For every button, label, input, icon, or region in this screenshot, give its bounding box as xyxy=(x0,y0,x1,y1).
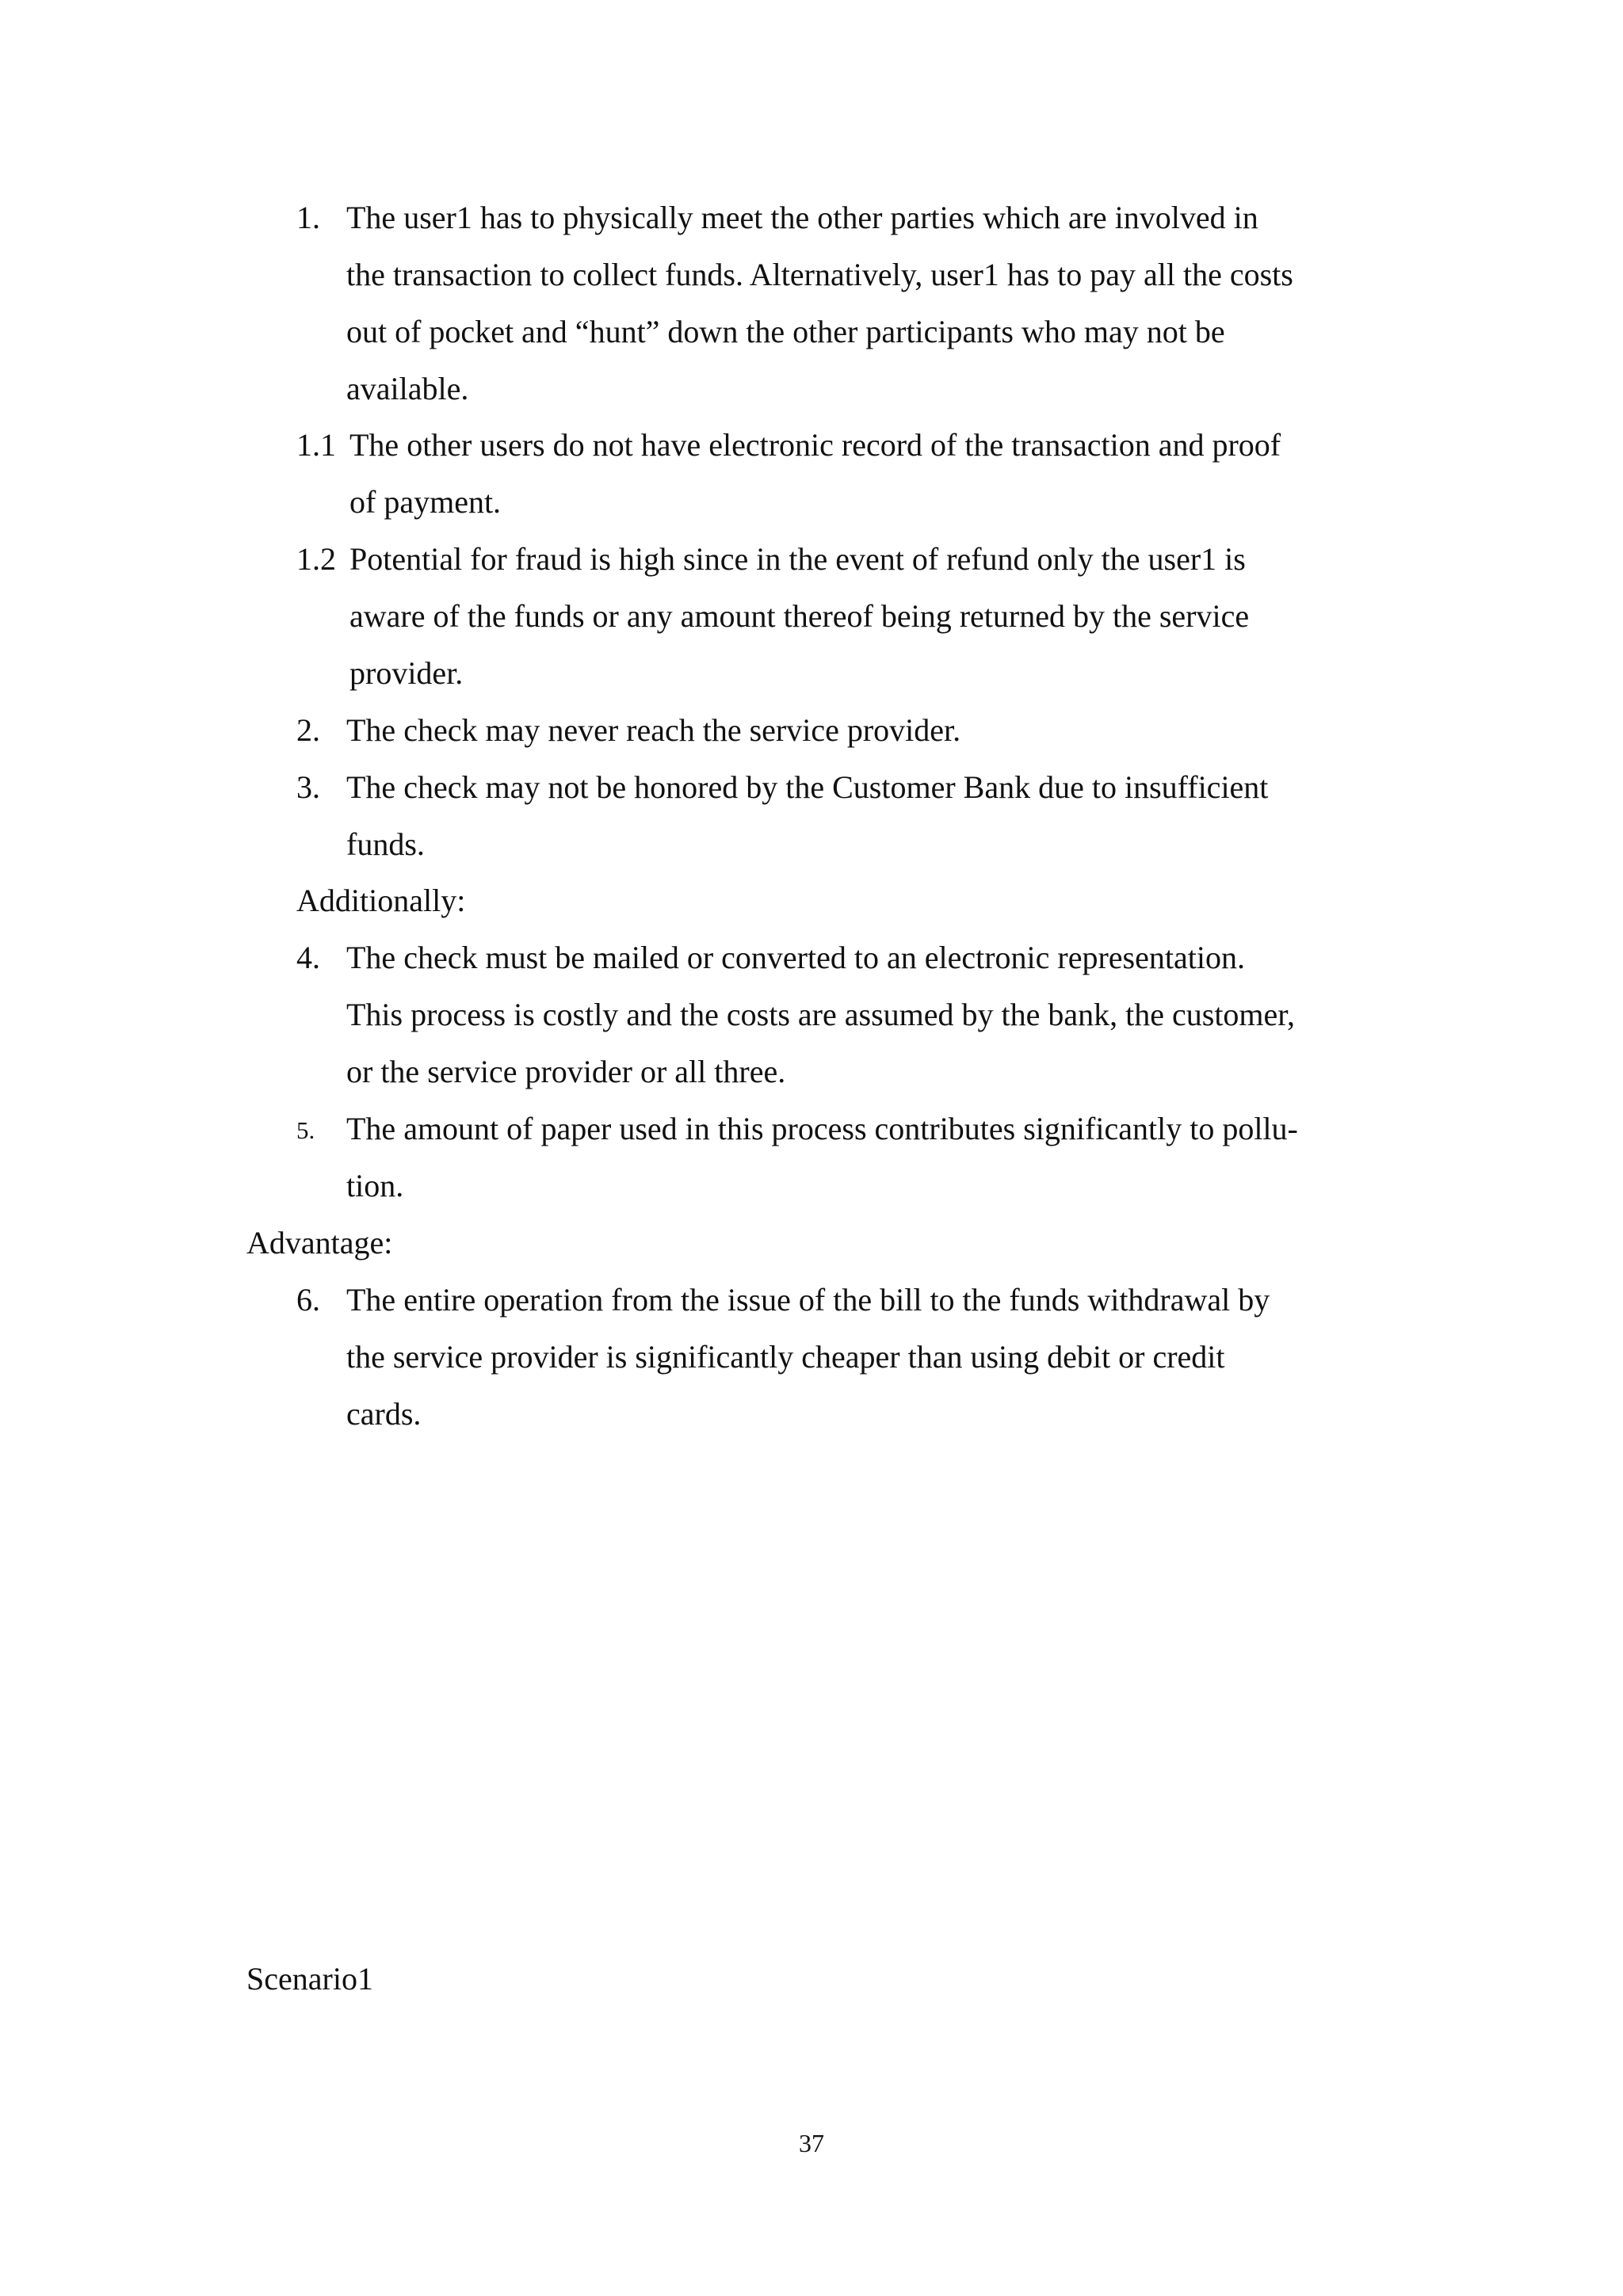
item-text-line: aware of the funds or any amount thereof being returned by the service xyxy=(349,598,1250,634)
item-text-line: or the service provider or all three. xyxy=(346,1054,786,1089)
item-text-line: the service provider is significantly cheaper than using debit or credit xyxy=(346,1339,1225,1375)
item-text-line: of payment. xyxy=(349,484,502,520)
item-number: 1.2 xyxy=(296,541,336,577)
scenario-label: Scenario1 xyxy=(246,1961,373,1997)
item-text-line: This process is costly and the costs are assumed by the bank, the customer, xyxy=(346,997,1296,1032)
item-number: 4. xyxy=(296,940,320,975)
item-text-line: The other users do not have electronic record of the transaction and proof xyxy=(349,427,1281,463)
item-number: 2. xyxy=(296,712,320,748)
item-text-line: The amount of paper used in this process contributes significantly to pollu- xyxy=(346,1111,1298,1146)
item-text-line: The check must be mailed or converted to an electronic representation. xyxy=(346,940,1245,975)
item-number: 5. xyxy=(296,1116,315,1144)
item-number: 6. xyxy=(296,1282,320,1318)
item-text-line: out of pocket and “hunt” down the other participants who may not be xyxy=(346,314,1225,349)
item-text-line: available. xyxy=(346,371,469,406)
item-text-line: Potential for fraud is high since in the event of refund only the user1 is xyxy=(349,541,1246,577)
item-text-line: tion. xyxy=(346,1168,404,1203)
item-text-line: funds. xyxy=(346,826,425,862)
item-number: 1. xyxy=(296,200,320,235)
item-number: 3. xyxy=(296,769,320,805)
item-text-line: The user1 has to physically meet the other parties which are involved in xyxy=(346,200,1258,235)
item-text-line: provider. xyxy=(349,655,464,691)
advantage-label: Advantage: xyxy=(246,1225,393,1261)
item-text-line: The check may not be honored by the Customer Bank due to insufficient xyxy=(346,769,1269,805)
item-text-line: cards. xyxy=(346,1396,422,1432)
item-text-line: the transaction to collect funds. Alternatively, user1 has to pay all the costs xyxy=(346,257,1293,292)
item-text-line: The entire operation from the issue of the bill to the funds withdrawal by xyxy=(346,1282,1270,1318)
item-number: 1.1 xyxy=(296,427,336,463)
additionally-label: Additionally: xyxy=(296,883,466,918)
item-text-line: The check may never reach the service provider. xyxy=(346,712,961,748)
page-number: 37 xyxy=(799,2129,824,2157)
